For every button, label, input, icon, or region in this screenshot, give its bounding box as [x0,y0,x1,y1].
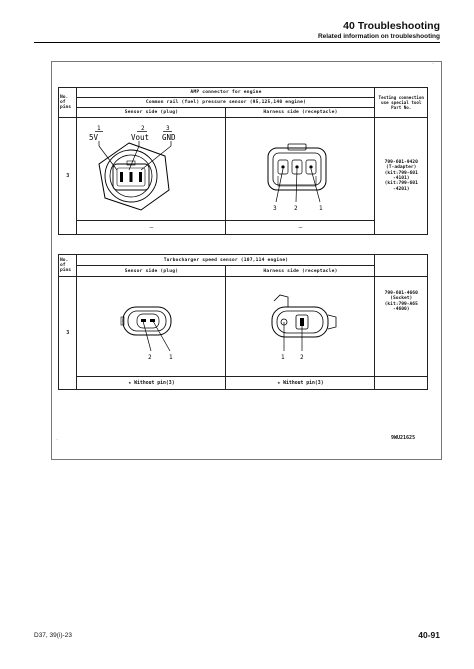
harness-pin-label: 3 [273,205,278,212]
connector-table-turbo-speed [58,254,428,390]
tool-blank [375,377,428,390]
tool-part-number: 799-601-4660 (Socket) (kit:799-A65 -4600) [375,277,428,377]
speed-harness-receptacle-svg [226,277,374,374]
sensor-title: Turbocharger speed sensor (107,114 engine) [77,255,375,266]
harness-side-header: Harness side (receptacle) [226,108,375,118]
sensor-pin-label: 1 [169,354,174,361]
section-subtitle: Related information on troubleshooting [317,33,440,40]
sensor-side-header: Sensor side (plug) [77,108,226,118]
sensor-pin-label: 1 [97,125,102,132]
pin-count: 3 [59,277,77,390]
sensor-pin-label: 3 [166,125,171,132]
tool-header-blank [375,255,428,277]
frame-corner-mark: · [56,437,58,443]
pin-count: 3 [59,118,77,235]
harness-pin-label: 1 [319,205,324,212]
speed-receptacle-body [272,295,336,337]
sensor-plug-svg [77,118,225,218]
header-rule [34,42,440,43]
harness-pin-label: 1 [281,354,286,361]
harness-pin-label: 2 [294,205,299,212]
sensor-pin-label: 2 [141,125,146,132]
sensor-side-header: Sensor side (plug) [77,266,226,277]
sensor-signal-label: Vout [131,133,150,142]
model-footer: D37, 39(i)-23 [34,632,72,639]
speed-sensor-body [121,307,171,335]
section-title: 40 Troubleshooting [343,20,440,32]
receptacle-body [268,144,326,190]
tool-header: Testing connection use special tool Part No. [375,88,428,118]
sensor-signal-label: 5V [89,133,99,142]
sensor-plug-drawing [77,277,226,377]
sensor-title: Common rail (fuel) pressure sensor (95,125,140 engine) [77,98,375,108]
tool-part-number: 799-601-9420 (T-adapter) (kit:799-601 -4101) (kit:799-601 -4201) [375,118,428,235]
harness-receptacle-drawing [226,118,375,221]
figure-code: 9WU21625 [391,435,416,441]
speed-sensor-plug-svg [77,277,225,374]
sensor-note: ★ Without pin(3) [77,377,226,390]
page-number: 40-91 [418,630,440,640]
sensor-plug-drawing [77,118,226,221]
sensor-pin-label: 2 [148,354,153,361]
pins-header: No. of pins [59,255,77,277]
harness-pin-label: 2 [300,354,305,361]
harness-note: — [226,221,375,235]
harness-note: ★ Without pin(3) [226,377,375,390]
connector-table-common-rail [58,87,428,235]
harness-side-header: Harness side (receptacle) [226,266,375,277]
sensor-note: — [77,221,226,235]
table-caption: AMP connector for engine [77,88,375,98]
sensor-signal-label: GND [162,133,177,142]
frame-corner-mark: · [432,61,434,67]
pins-header: No. of pins [59,88,77,118]
sensor-hex-body [99,143,169,210]
harness-receptacle-drawing [226,277,375,377]
harness-receptacle-svg [226,118,374,218]
